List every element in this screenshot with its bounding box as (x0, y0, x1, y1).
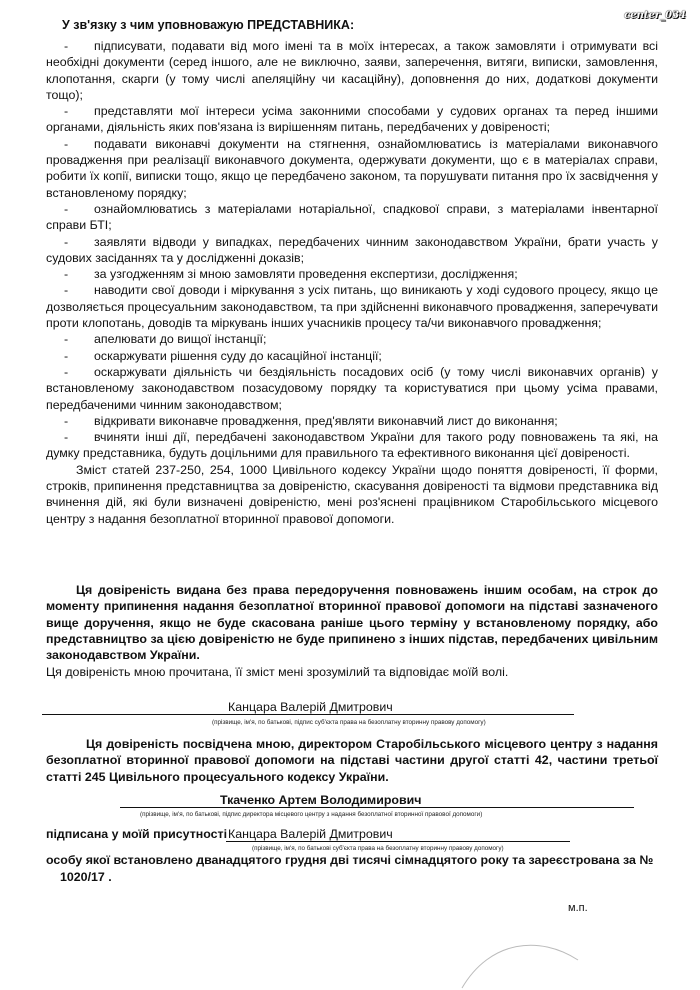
power-item: - оскаржувати рішення суду до касаційної інстанції; (64, 348, 382, 363)
watermark: center_034 (624, 10, 686, 21)
presence-signature-line (226, 841, 570, 842)
registration-number: 1020/17 . (60, 870, 112, 884)
read-clause: Ця довіреність мною прочитана, її зміст мені зрозумілий та відповідає моїй волі. (46, 665, 509, 679)
certified-clause: Ця довіреність посвідчена мною, директором Старобільського місцевого центру з надання безоплатної вторинної правової допомоги на підставі частини другої статті 42, частини третьої статті 245 Цивільного процесуального кодексу України. (46, 737, 658, 784)
power-item: - підписувати, подавати від мого імені та в моїх інтересах, а також замовляти і отримувати всі необхідні документи (серед іншого, але не виключно, заяви, заперечення, витяги, виписки, замовлення, клопотання, скарги (у тому числі апеляційну чи касаційну), доповнення до них, додаткові документи тощо); (46, 39, 658, 102)
principal-caption: (прізвище, ім'я, по батькові, підпис суб'єкта права на безоплатну вторинну правову допомогу) (212, 719, 486, 726)
principal-signature-line (42, 714, 574, 715)
explanation-paragraph: Зміст статей 237-250, 254, 1000 Цивільного кодексу України щодо поняття довіреності, її форми, строків, припинення представництва за довіреністю, скасування довіреності та відмови представника від вчинення дій, які були визначені довіреністю, мені роз'яснені працівником Старобільського місцевого центру з надання безоплатної вторинної правової допомоги. (46, 462, 658, 526)
registration-text: особу якої встановлено дванадцятого грудня дві тисячі сімнадцятого року та зареєстрована за № (46, 853, 654, 867)
director-signature-line (120, 807, 634, 808)
power-item: - апелювати до вищої інстанції; (64, 332, 267, 347)
power-item: - ознайомлюватись з матеріалами нотаріальної, спадкової справи, з матеріалами інвентарної справи БТІ; (46, 201, 658, 233)
power-item: - заявляти відводи у випадках, передбачених чинним законодавством України, брати участь у судових засіданнях та у дослідженні доказів; (46, 234, 658, 265)
issued-clause: Ця довіреність видана без права передоручення повноважень іншим особам, на строк до моменту припинення надання безоплатної вторинної правової допомоги на підставі зазначеного вище доручення, якщо не буде скасована раніше цього терміну у встановленому порядку, або представництво за цією довіреністю не буде припинено з інших підстав, передбачених цивільним законодавством України. (46, 583, 658, 663)
power-item: - подавати виконавчі документи на стягнення, ознайомлюватись із матеріалами виконавчого провадження при реалізації виконавчого документа, одержувати документи, що є в матеріалах справи, робити їх копії, виписки тощо, якщо це передбачено законом, та порушувати питання про їх засвідчення у встановленому порядку; (46, 136, 658, 200)
signed-presence-name: Канцара Валерій Дмитрович (228, 827, 393, 841)
signed-presence-caption: (прізвище, ім'я, по батькові суб'єкта права на безоплатну вторинну правову допомогу) (252, 845, 504, 852)
power-item: - за узгодженням зі мною замовляти проведення експертизи, дослідження; (64, 267, 518, 282)
stamp-place-label: м.п. (568, 902, 588, 914)
power-item: - вчиняти інші дії, передбачені законодавством України для такого роду повноважень та які, на думку представника, будуть доцільними для правильного та ефективного виконання цієї довіреності. (46, 430, 658, 461)
scan-artifact-curve (460, 930, 580, 990)
principal-name: Канцара Валерій Дмитрович (228, 700, 393, 714)
signed-presence-label: підписана у моїй присутності (46, 827, 228, 841)
power-item: - оскаржувати діяльність чи бездіяльність посадових осіб (у тому числі виконавчих органів) у встановленому законодавством позасудовому порядку та користуватися при цьому усіма правами, передбаченими чинним законодавством; (46, 364, 658, 412)
director-name: Ткаченко Артем Володимирович (220, 793, 422, 807)
power-item: - представляти мої інтереси усіма законними способами у судових органах та перед іншими органами, діяльність яких пов'язана із вирішенням питань, передбачених у довіреності; (46, 104, 658, 135)
power-item: - відкривати виконавче провадження, пред'являти виконавчий лист до виконання; (64, 413, 558, 428)
powers-list (46, 38, 658, 527)
page-heading: У зв'язку з чим уповноважую ПРЕДСТАВНИКА: (62, 18, 355, 32)
director-caption: (прізвище, ім'я, по батькові, підпис директора місцевого центру з надання безоплатної вторинної правової допомоги) (140, 811, 483, 818)
power-item: - наводити свої доводи і міркування з усіх питань, що виникають у ході судового процесу, якщо це дозволяється процесуальним законодавством, та при здійсненні виконавчого провадження, заперечувати проти клопотань, доводів та міркувань інших учасників процесу та/чи виконавчого провадження; (46, 283, 658, 331)
